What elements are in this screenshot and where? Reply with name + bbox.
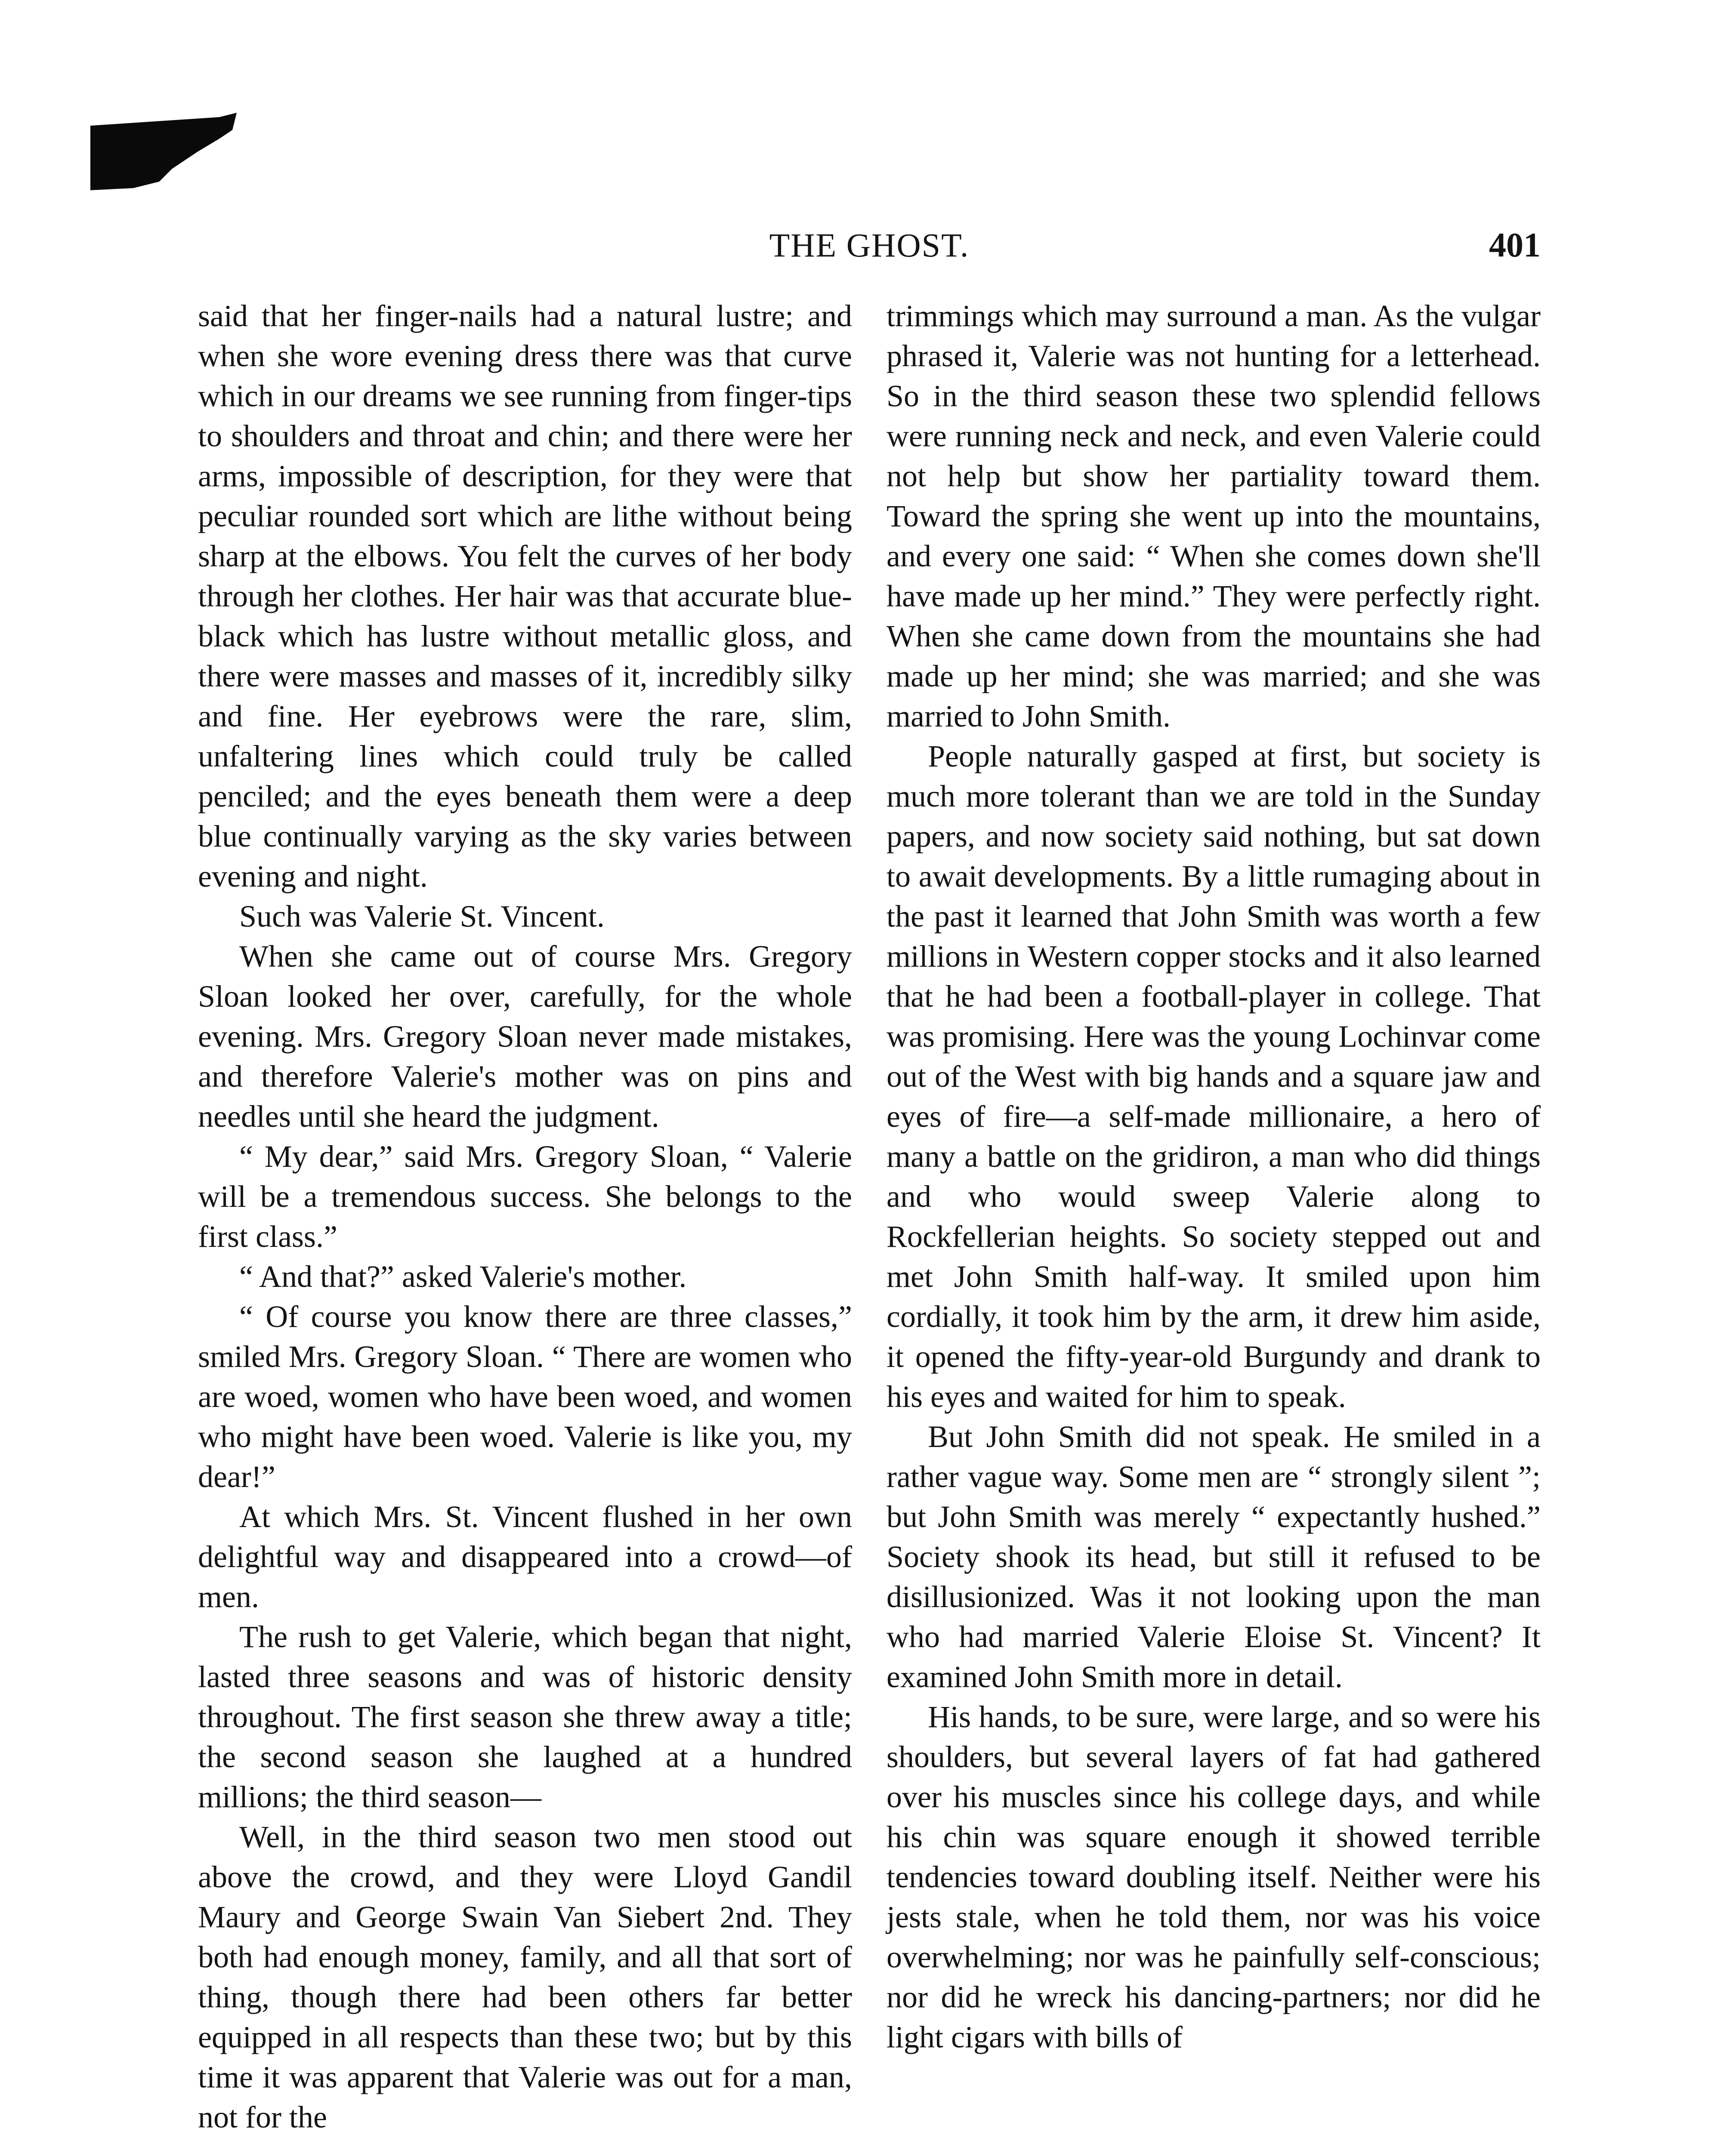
page-number: 401 [1489,226,1541,264]
paragraph: Well, in the third season two men stood out above the crowd, and they were Lloyd Gandil Maury and George Swain Van Siebert 2nd. They both had enough money, family, and all that sort of thing, though there had been others far better equipped in all respects than these two; but by this time it was apparent that Valerie was out for a man, not for the [198,1820,852,2134]
text-column-left [198,296,852,2137]
paragraph: But John Smith did not speak. He smiled in a rather vague way. Some men are “ strongly silent ”; but John Smith was merely “ expectantly hushed.” Society shook its head, but still it refused to be disillusionized. Was it not looking upon the man who had married Valerie Eloise St. Vincent? It examined John Smith more in detail. [887,1419,1541,1694]
running-head [198,224,1541,267]
scan-corner-mark [90,113,245,190]
running-title: THE GHOST. [769,226,970,264]
text-column-right [887,296,1541,2057]
paragraph: The rush to get Valerie, which began that night, lasted three seasons and was of historic density throughout. The first season she threw away a title; the second season she laughed at a hundred millions; the third season— [198,1620,852,1814]
paragraph: said that her finger-nails had a natural lustre; and when she wore evening dress there was that curve which in our dreams we see running from finger-tips to shoulders and throat and chin; and there were her arms, impossible of description, for they were that peculiar rounded sort which are lithe without being sharp at the elbows. You felt the curves of her body through her clothes. Her hair was that accurate blue-black which has lustre without metallic gloss, and there were masses and masses of it, incredibly silky and fine. Her eyebrows were the rare, slim, unfaltering lines which could truly be called penciled; and the eyes beneath them were a deep blue continually varying as the sky varies between evening and night. [198,299,852,894]
paragraph: People naturally gasped at first, but society is much more tolerant than we are told in the Sunday papers, and now society said nothing, but sat down to await developments. By a little rumaging about in the past it learned that John Smith was worth a few millions in Western copper stocks and it also learned that he had been a football-player in college. That was promising. Here was the young Lochinvar come out of the West with big hands and a square jaw and eyes of fire—a self-made millionaire, a hero of many a battle on the gridiron, a man who did things and who would sweep Valerie along to Rockfellerian heights. So society stepped out and met John Smith half-way. It smiled upon him cordially, it took him by the arm, it drew him aside, it opened the fifty-year-old Burgundy and drank to his eyes and waited for him to speak. [887,739,1541,1414]
paragraph: Such was Valerie St. Vincent. [239,899,605,934]
paragraph: “ Of course you know there are three classes,” smiled Mrs. Gregory Sloan. “ There are women who are woed, women who have been woed, and women who might have been woed. Valerie is like you, my dear!” [198,1299,852,1494]
paragraph: trimmings which may surround a man. As the vulgar phrased it, Valerie was not hunting for a letterhead. So in the third season these two splendid fellows were running neck and neck, and even Valerie could not help but show her partiality toward them. Toward the spring she went up into the mountains, and every one said: “ When she comes down she'll have made up her mind.” They were perfectly right. When she came down from the mountains she had made up her mind; she was married; and she was married to John Smith. [887,299,1541,733]
paragraph: His hands, to be sure, were large, and so were his shoulders, but several layers of fat had gathered over his muscles since his college days, and while his chin was square enough it showed terrible tendencies toward doubling itself. Neither were his jests stale, when he told them, nor was his voice overwhelming; nor was he painfully self-conscious; nor did he wreck his dancing-partners; nor did he light cigars with bills of [887,1700,1541,2054]
paragraph: When she came out of course Mrs. Gregory Sloan looked her over, carefully, for the whole evening. Mrs. Gregory Sloan never made mistakes, and therefore Valerie's mother was on pins and needles until she heard the judgment. [198,939,852,1134]
paragraph: “ And that?” asked Valerie's mother. [239,1259,687,1294]
paragraph: “ My dear,” said Mrs. Gregory Sloan, “ Valerie will be a tremendous success. She belongs to the first class.” [198,1139,852,1254]
paragraph: At which Mrs. St. Vincent flushed in her own delightful way and disappeared into a crowd—of men. [198,1500,852,1614]
